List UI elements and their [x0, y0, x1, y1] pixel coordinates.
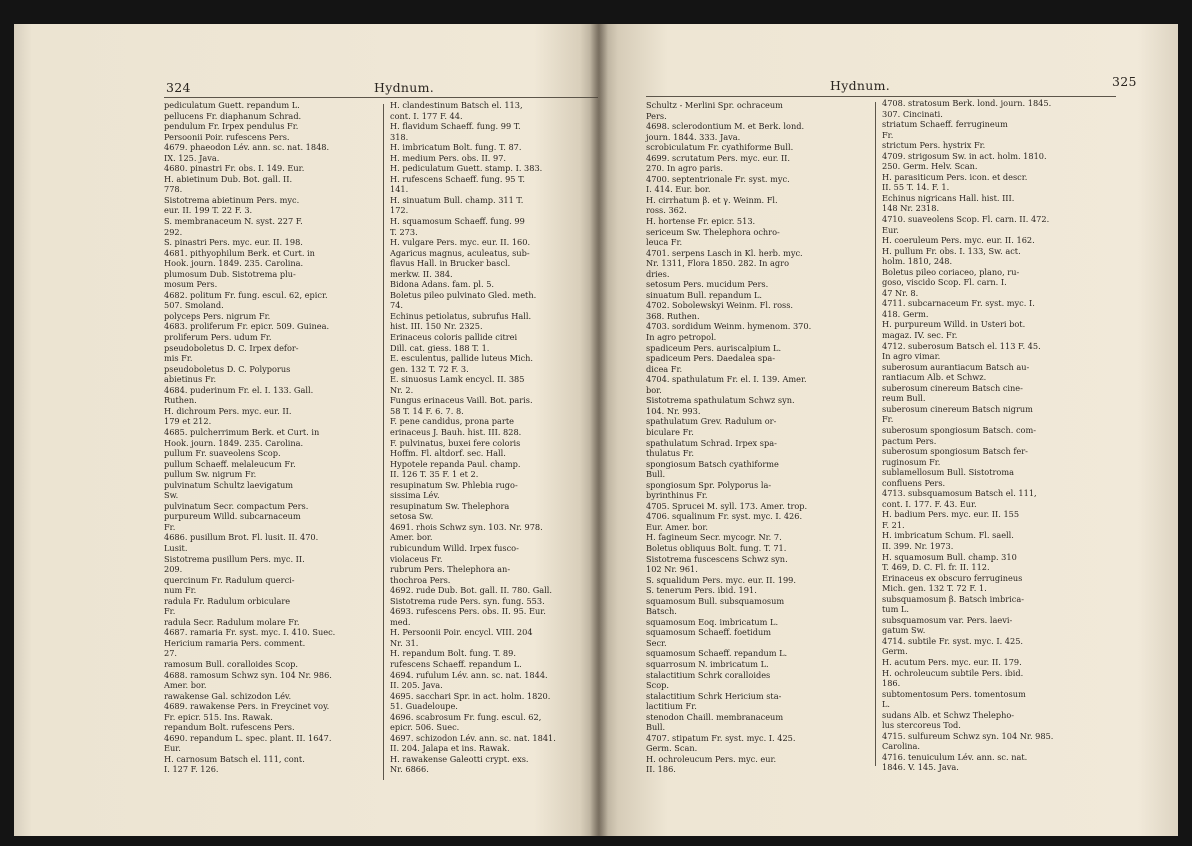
entry-line: 179 et 212.: [164, 416, 212, 427]
entry-line: H. imbricatum Schum. Fl. saell.: [882, 530, 1014, 541]
entry-line: 4707. stipatum Fr. syst. myc. I. 425.: [646, 732, 796, 743]
entry-line: spadiceum Pers. Daedalea spa-: [646, 353, 776, 364]
entry-line: suberosum spongiosum Batsch. com-: [882, 424, 1037, 435]
entry-line: F. pene candidus, prona parte: [390, 416, 514, 427]
entry-line: 368. Ruthen.: [646, 310, 700, 321]
entry-line: 507. Smoland.: [164, 300, 224, 311]
entry-line: suberosum cinereum Batsch cine-: [882, 382, 1023, 393]
entry-line: H. squamosum Schaeff. fung. 99: [390, 216, 525, 227]
entry-line: 4709. strigosum Sw. in act. holm. 1810.: [882, 150, 1047, 161]
entry-line: H. sinuatum Bull. champ. 311 T.: [390, 194, 524, 205]
entry-line: Mich. gen. 132 T. 72 F. 1.: [882, 583, 987, 594]
entry-line: mis Fr.: [164, 353, 193, 364]
entry-line: goso, viscido Scop. Fl. carn. I.: [882, 277, 1007, 288]
entry-line: Fr.: [882, 129, 894, 140]
entry-line: II. 55 T. 14. F. 1.: [882, 182, 950, 193]
entry-line: Hoffm. Fl. altdorf. sec. Hall.: [390, 448, 506, 459]
entry-line: Erinaceus coloris pallide citrei: [390, 332, 518, 343]
entry-line: 4688. ramosum Schwz syn. 104 Nr. 986.: [164, 669, 332, 680]
entry-line: I. 414. Eur. bor.: [646, 184, 711, 195]
entry-line: Persoonii Poir. rufescens Pers.: [164, 131, 290, 142]
entry-line: subtomentosum Pers. tomentosum: [882, 688, 1026, 699]
entry-line: squamosum Schaeff. repandum L.: [646, 648, 788, 659]
entry-line: 172.: [390, 205, 409, 216]
entry-line: Fr.: [882, 414, 894, 425]
entry-line: Ruthen.: [164, 395, 197, 406]
entry-line: 74.: [390, 300, 404, 311]
entry-line: H. fagineum Secr. mycogr. Nr. 7.: [646, 532, 782, 543]
entry-line: II. 186.: [646, 764, 676, 775]
entry-line: II. 205. Java.: [390, 680, 443, 691]
entry-line: num Fr.: [164, 585, 197, 596]
entry-line: S. squalidum Pers. myc. eur. II. 199.: [646, 574, 796, 585]
entry-line: 4701. serpens Lasch in Kl. herb. myc.: [646, 247, 803, 258]
entry-line: II. 399. Nr. 1973.: [882, 540, 954, 551]
entry-line: sinuatum Bull. repandum L.: [646, 289, 762, 300]
entry-line: rawakense Gal. schizodon Lév.: [164, 690, 292, 701]
entry-line: T. 469, D. C. Fl. fr. II. 112.: [882, 562, 990, 573]
entry-line: 4704. spathulatum Fr. el. I. 139. Amer.: [646, 374, 807, 385]
entry-line: H. rawakense Galeotti crypt. exs.: [390, 753, 529, 764]
entry-line: Hook. journ. 1849. 235. Carolina.: [164, 258, 304, 269]
entry-line: Bidona Adans. fam. pl. 5.: [390, 279, 495, 290]
entry-line: I. 127 F. 126.: [164, 764, 219, 775]
entry-line: 27.: [164, 648, 178, 659]
entry-line: Pers.: [646, 110, 667, 121]
entry-line: spathulatum Schrad. Irpex spa-: [646, 437, 777, 448]
entry-line: squamosum Eoq. imbricatum L.: [646, 616, 779, 627]
right-column-divider: [875, 102, 876, 766]
entry-line: Amer. bor.: [390, 532, 433, 543]
entry-line: scrobiculatum Fr. cyathiforme Bull.: [646, 142, 794, 153]
entry-line: Nr. 1311, Flora 1850. 282. In agro: [646, 258, 790, 269]
entry-line: 4695. sacchari Spr. in act. holm. 1820.: [390, 690, 551, 701]
entry-line: Nr. 6866.: [390, 764, 429, 775]
entry-line: 1846. V. 145. Java.: [882, 762, 959, 773]
entry-line: purpureum Willd. subcarnaceum: [164, 511, 301, 522]
entry-line: dries.: [646, 268, 670, 279]
entry-line: sudans Alb. et Schwz Thelepho-: [882, 709, 1015, 720]
entry-line: setosa Sw.: [390, 511, 434, 522]
entry-line: Sistotrema pusillum Pers. myc. II.: [164, 553, 305, 564]
entry-line: 4682. politum Fr. fung. escul. 62, epicr.: [164, 289, 328, 300]
entry-line: rantiacum Alb. et Schwz.: [882, 372, 987, 383]
entry-line: E. sinuosus Lamk encycl. II. 385: [390, 374, 525, 385]
entry-line: H. dichroum Pers. myc. eur. II.: [164, 405, 292, 416]
entry-line: pactum Pers.: [882, 435, 937, 446]
right-running-head: Hydnum.: [830, 78, 890, 93]
entry-line: Germ. Scan.: [646, 743, 698, 754]
entry-line: Dill. cat. giess. 188 T. 1.: [390, 342, 490, 353]
entry-line: H. imbricatum Bolt. fung. T. 87.: [390, 142, 522, 153]
entry-line: sericeum Sw. Thelephora ochro-: [646, 226, 780, 237]
entry-line: resupinatum Sw. Thelephora: [390, 500, 510, 511]
entry-line: Hypotele repanda Paul. champ.: [390, 458, 521, 469]
right-column-2: [882, 98, 1092, 773]
entry-line: H. rufescens Schaeff. fung. 95 T.: [390, 173, 525, 184]
entry-line: 104. Nr. 993.: [646, 405, 701, 416]
entry-line: spongiosum Batsch cyathiforme: [646, 458, 779, 469]
entry-line: 4712. suberosum Batsch el. 113 F. 45.: [882, 340, 1041, 351]
entry-line: Nr. 2.: [390, 384, 414, 395]
entry-line: ramosum Bull. coralloides Scop.: [164, 658, 299, 669]
entry-line: H. vulgare Pers. myc. eur. II. 160.: [390, 237, 531, 248]
entry-line: eur. II. 199 T. 22 F. 3.: [164, 205, 253, 216]
left-column-1: [164, 100, 374, 775]
entry-line: E. esculentus, pallide luteus Mich.: [390, 353, 534, 364]
entry-line: Sistotrema rude Pers. syn. fung. 553.: [390, 595, 545, 606]
entry-line: S. pinastri Pers. myc. eur. II. 198.: [164, 237, 303, 248]
entry-line: subsquamosum var. Pers. laevi-: [882, 614, 1013, 625]
entry-line: Carolina.: [882, 741, 920, 752]
entry-line: pseudoboletus D. C. Irpex defor-: [164, 342, 299, 353]
entry-line: squarrosum N. imbricatum L.: [646, 658, 769, 669]
entry-line: H. hortense Fr. epicr. 513.: [646, 216, 756, 227]
entry-line: Bull.: [646, 469, 666, 480]
book-gutter: [590, 24, 608, 836]
entry-line: H. abietinum Dub. Bot. gall. II.: [164, 173, 293, 184]
entry-line: pullum Schaeff. melaleucum Fr.: [164, 458, 296, 469]
entry-line: H. ochroleucum subtile Pers. ibid.: [882, 667, 1024, 678]
entry-line: Echinus petiolatus, subrufus Hall.: [390, 310, 532, 321]
entry-line: H. purpureum Willd. in Usteri bot.: [882, 319, 1026, 330]
entry-line: pullum Sw. nigrum Fr.: [164, 469, 257, 480]
entry-line: 318.: [390, 131, 409, 142]
entry-line: Amer. bor.: [164, 680, 207, 691]
entry-line: suberosum cinereum Batsch nigrum: [882, 403, 1033, 414]
entry-line: tum L.: [882, 604, 909, 615]
entry-line: 4697. schizodon Lév. ann. sc. nat. 1841.: [390, 732, 556, 743]
entry-line: Lusit.: [164, 542, 188, 553]
entry-line: proliferum Pers. udum Fr.: [164, 332, 272, 343]
entry-line: H. pediculatum Guett. stamp. I. 383.: [390, 163, 543, 174]
entry-line: Sistotrema spathulatum Schwz syn.: [646, 395, 795, 406]
entry-line: Hericium ramaria Pers. comment.: [164, 637, 306, 648]
entry-line: H. carnosum Batsch el. 111, cont.: [164, 753, 305, 764]
entry-line: IX. 125. Java.: [164, 152, 220, 163]
entry-line: Sw.: [164, 490, 179, 501]
entry-line: radula Secr. Radulum molare Fr.: [164, 616, 300, 627]
entry-line: S. tenerum Pers. ibid. 191.: [646, 585, 757, 596]
entry-line: 58 T. 14 F. 6. 7. 8.: [390, 405, 464, 416]
entry-line: Fr. epicr. 515. Ins. Rawak.: [164, 711, 273, 722]
entry-line: byrinthinus Fr.: [646, 490, 708, 501]
left-running-head: Hydnum.: [374, 80, 434, 95]
entry-line: F. 21.: [882, 519, 905, 530]
entry-line: II. 204. Jalapa et ins. Rawak.: [390, 743, 510, 754]
entry-line: 4703. sordidum Weinm. hymenom. 370.: [646, 321, 812, 332]
entry-line: 250. Germ. Helv. Scan.: [882, 161, 978, 172]
entry-line: H. ochroleucum Pers. myc. eur.: [646, 753, 777, 764]
entry-line: strictum Pers. hystrix Fr.: [882, 140, 986, 151]
entry-line: pulvinatum Schultz laevigatum: [164, 479, 294, 490]
entry-line: 51. Guadeloupe.: [390, 701, 458, 712]
entry-line: 4706. squalinum Fr. syst. myc. I. 426.: [646, 511, 803, 522]
entry-line: 4679. phaeodon Lév. ann. sc. nat. 1848.: [164, 142, 330, 153]
entry-line: abietinus Fr.: [164, 374, 217, 385]
entry-line: sissima Lév.: [390, 490, 440, 501]
right-page: [598, 24, 1178, 836]
entry-line: spadiceum Pers. auriscalpium L.: [646, 342, 782, 353]
entry-line: 778.: [164, 184, 183, 195]
entry-line: thulatus Fr.: [646, 448, 695, 459]
entry-line: 4689. rawakense Pers. in Freycinet voy.: [164, 701, 330, 712]
entry-line: Eur. Amer. bor.: [646, 521, 708, 532]
entry-line: rubrum Pers. Thelephora an-: [390, 564, 511, 575]
entry-line: Erinaceus ex obscuro ferrugineus: [882, 572, 1023, 583]
entry-line: ross. 362.: [646, 205, 687, 216]
entry-line: 102 Nr. 961.: [646, 564, 698, 575]
entry-line: Batsch.: [646, 606, 677, 617]
entry-line: H. Persoonii Poir. encycl. VIII. 204: [390, 627, 533, 638]
entry-line: II. 126 T. 35 F. 1 et 2.: [390, 469, 479, 480]
entry-line: 4690. repandum L. spec. plant. II. 1647.: [164, 732, 332, 743]
entry-line: 4700. septentrionale Fr. syst. myc.: [646, 173, 790, 184]
entry-line: pseudoboletus D. C. Polyporus: [164, 363, 291, 374]
entry-line: Bull.: [646, 722, 666, 733]
entry-line: Schultz - Merlini Spr. ochraceum: [646, 100, 783, 110]
entry-line: H. badium Pers. myc. eur. II. 155: [882, 509, 1020, 520]
entry-line: bor.: [646, 384, 662, 395]
entry-line: 292.: [164, 226, 183, 237]
entry-line: H. coeruleum Pers. myc. eur. II. 162.: [882, 235, 1035, 246]
entry-line: hist. III. 150 Nr. 2325.: [390, 321, 483, 332]
entry-line: 4683. proliferum Fr. epicr. 509. Guinea.: [164, 321, 330, 332]
entry-line: sublamellosum Bull. Sistotroma: [882, 467, 1014, 478]
entry-line: F. pulvinatus, buxei fere coloris: [390, 437, 521, 448]
entry-line: merkw. II. 384.: [390, 268, 453, 279]
entry-line: Boletus pileo pulvinato Gled. meth.: [390, 289, 537, 300]
entry-line: subsquamosum β. Batsch imbrica-: [882, 593, 1025, 604]
entry-line: ruginosum Fr.: [882, 456, 941, 467]
entry-line: H. repandum Bolt. fung. T. 89.: [390, 648, 516, 659]
right-header-rule: [646, 96, 1116, 97]
entry-line: Fr.: [164, 521, 176, 532]
entry-line: 148 Nr. 2318.: [882, 203, 940, 214]
entry-line: lus stercoreus Tod.: [882, 720, 961, 731]
entry-line: 4692. rude Dub. Bot. gall. II. 780. Gall.: [390, 585, 552, 596]
entry-line: Secr.: [646, 637, 667, 648]
entry-line: 4684. puderinum Fr. el. I. 133. Gall.: [164, 384, 314, 395]
entry-line: 307. Cincinati.: [882, 108, 943, 119]
entry-line: H. squamosum Bull. champ. 310: [882, 551, 1017, 562]
entry-line: violaceus Fr.: [390, 553, 443, 564]
entry-line: H. parasiticum Pers. icon. et descr.: [882, 171, 1028, 182]
entry-line: Scop.: [646, 680, 669, 691]
entry-line: 418. Germ.: [882, 308, 929, 319]
entry-line: 4687. ramaria Fr. syst. myc. I. 410. Suec.: [164, 627, 336, 638]
entry-line: cont. I. 177. F. 43. Eur.: [882, 498, 977, 509]
entry-line: 4699. scrutatum Pers. myc. eur. II.: [646, 152, 791, 163]
entry-line: stenodon Chaill. membranaceum: [646, 711, 784, 722]
entry-line: 270. In agro paris.: [646, 163, 723, 174]
entry-line: journ. 1844. 333. Java.: [646, 131, 741, 142]
entry-line: cont. I. 177 F. 44.: [390, 110, 463, 121]
entry-line: H. flavidum Schaeff. fung. 99 T.: [390, 121, 521, 132]
entry-line: dicea Fr.: [646, 363, 683, 374]
entry-line: rufescens Schaeff. repandum L.: [390, 658, 522, 669]
entry-line: rubicundum Willd. Irpex fusco-: [390, 542, 519, 553]
left-page: [14, 24, 598, 836]
entry-line: resupinatum Sw. Phlebia rugo-: [390, 479, 518, 490]
entry-line: pediculatum Guett. repandum L.: [164, 100, 300, 110]
entry-line: 4708. stratosum Berk. lond. journ. 1845.: [882, 98, 1052, 108]
entry-line: L.: [882, 699, 891, 710]
entry-line: 4711. subcarnaceum Fr. syst. myc. I.: [882, 298, 1035, 309]
entry-line: Sistotrema abietinum Pers. myc.: [164, 194, 300, 205]
entry-line: H. cirrhatum β. et γ. Weinm. Fl.: [646, 194, 778, 205]
entry-line: 4680. pinastri Fr. obs. I. 149. Eur.: [164, 163, 305, 174]
entry-line: T. 273.: [390, 226, 418, 237]
entry-line: pendulum Fr. Irpex pendulus Fr.: [164, 121, 299, 132]
entry-line: 4698. sclerodontium M. et Berk. lond.: [646, 121, 805, 132]
entry-line: squamosum Schaeff. foetidum: [646, 627, 772, 638]
entry-line: flavus Hall. in Brucker bascl.: [390, 258, 511, 269]
entry-line: gatum Sw.: [882, 625, 926, 636]
entry-line: gen. 132 T. 72 F. 3.: [390, 363, 469, 374]
entry-line: Sistotrema fuscescens Schwz syn.: [646, 553, 788, 564]
entry-line: stalactitium Schrk Hericium sta-: [646, 690, 782, 701]
entry-line: 4716. tenuiculum Lév. ann. sc. nat.: [882, 751, 1028, 762]
entry-line: 4714. subtile Fr. syst. myc. I. 425.: [882, 635, 1024, 646]
right-page-number: 325: [1112, 74, 1137, 89]
entry-line: S. membranaceum N. syst. 227 F.: [164, 216, 303, 227]
entry-line: Boletus obliquus Bolt. fung. T. 71.: [646, 542, 787, 553]
entry-line: thochroa Pers.: [390, 574, 451, 585]
entry-line: Hook. journ. 1849. 235. Carolina.: [164, 437, 304, 448]
entry-line: Nr. 31.: [390, 637, 419, 648]
entry-line: med.: [390, 616, 411, 627]
entry-line: Echinus nigricans Hall. hist. III.: [882, 192, 1015, 203]
entry-line: Fungus erinaceus Vaill. Bot. paris.: [390, 395, 533, 406]
entry-line: mosum Pers.: [164, 279, 218, 290]
left-header-rule: [164, 97, 598, 98]
entry-line: repandum Bolt. rufescens Pers.: [164, 722, 295, 733]
entry-line: 4713. subsquamosum Batsch el. 111,: [882, 488, 1037, 499]
entry-line: stalactitium Schrk coralloides: [646, 669, 771, 680]
entry-line: 186.: [882, 678, 901, 689]
entry-line: holm. 1810, 248.: [882, 256, 953, 267]
entry-line: 209.: [164, 564, 183, 575]
entry-line: setosum Pers. mucidum Pers.: [646, 279, 769, 290]
entry-line: 4694. rufulum Lév. ann. sc. nat. 1844.: [390, 669, 548, 680]
entry-line: 4696. scabrosum Fr. fung. escul. 62,: [390, 711, 542, 722]
entry-line: squamosum Bull. subsquamosum: [646, 595, 785, 606]
entry-line: Germ.: [882, 646, 908, 657]
entry-line: Fr.: [164, 606, 176, 617]
entry-line: spongiosum Spr. Polyporus la-: [646, 479, 772, 490]
entry-line: Boletus pileo coriaceo, plano, ru-: [882, 266, 1020, 277]
entry-line: 4702. Sobolewskyi Weinm. Fl. ross.: [646, 300, 794, 311]
entry-line: 4686. pusillum Brot. Fl. lusit. II. 470.: [164, 532, 319, 543]
entry-line: H. clandestinum Batsch el. 113,: [390, 100, 523, 110]
entry-line: quercinum Fr. Radulum querci-: [164, 574, 295, 585]
entry-line: reum Bull.: [882, 393, 926, 404]
entry-line: magaz. IV. sec. Fr.: [882, 330, 958, 341]
entry-line: suberosum spongiosum Batsch fer-: [882, 446, 1028, 457]
entry-line: In agro petropol.: [646, 332, 717, 343]
entry-line: radula Fr. Radulum orbiculare: [164, 595, 291, 606]
entry-line: 4681. pithyophilum Berk. et Curt. in: [164, 247, 315, 258]
left-column-2: [390, 100, 598, 775]
book-spread: [14, 24, 1178, 836]
entry-line: plumosum Dub. Sistotrema plu-: [164, 268, 296, 279]
entry-line: leuca Fr.: [646, 237, 683, 248]
entry-line: In agro vimar.: [882, 351, 941, 362]
entry-line: spathulatum Grev. Radulum or-: [646, 416, 777, 427]
entry-line: 4685. pulcherrimum Berk. et Curt. in: [164, 426, 320, 437]
entry-line: 4691. rhois Schwz syn. 103. Nr. 978.: [390, 521, 543, 532]
entry-line: striatum Schaeff. ferrugineum: [882, 119, 1008, 130]
entry-line: pullum Fr. suaveolens Scop.: [164, 448, 281, 459]
entry-line: suberosum aurantiacum Batsch au-: [882, 361, 1030, 372]
entry-line: 4715. sulfureum Schwz syn. 104 Nr. 985.: [882, 730, 1054, 741]
entry-line: pulvinatum Secr. compactum Pers.: [164, 500, 309, 511]
entry-line: Eur.: [882, 224, 899, 235]
entry-line: 47 Nr. 8.: [882, 287, 919, 298]
entry-line: lactitium Fr.: [646, 701, 697, 712]
left-column-divider: [383, 104, 384, 780]
entry-line: confluens Pers.: [882, 477, 946, 488]
left-page-number: 324: [166, 80, 191, 95]
entry-line: pellucens Fr. diaphanum Schrad.: [164, 110, 302, 121]
entry-line: H. acutum Pers. myc. eur. II. 179.: [882, 656, 1022, 667]
entry-line: Agaricus magnus, aculeatus, sub-: [390, 247, 530, 258]
entry-line: epicr. 506. Suec.: [390, 722, 460, 733]
entry-line: 4705. Sprucei M. syll. 173. Amer. trop.: [646, 500, 808, 511]
entry-line: Eur.: [164, 743, 181, 754]
entry-line: 4710. suaveolens Scop. Fl. carn. II. 472.: [882, 214, 1050, 225]
right-column-1: [646, 100, 856, 775]
entry-line: biculare Fr.: [646, 426, 694, 437]
entry-line: H. pullum Fr. obs. I. 133, Sw. act.: [882, 245, 1021, 256]
entry-line: 141.: [390, 184, 409, 195]
entry-line: H. medium Pers. obs. II. 97.: [390, 152, 507, 163]
entry-line: erinaceus J. Bauh. hist. III. 828.: [390, 426, 522, 437]
entry-line: polyceps Pers. nigrum Fr.: [164, 310, 271, 321]
entry-line: 4693. rufescens Pers. obs. II. 95. Eur.: [390, 606, 546, 617]
